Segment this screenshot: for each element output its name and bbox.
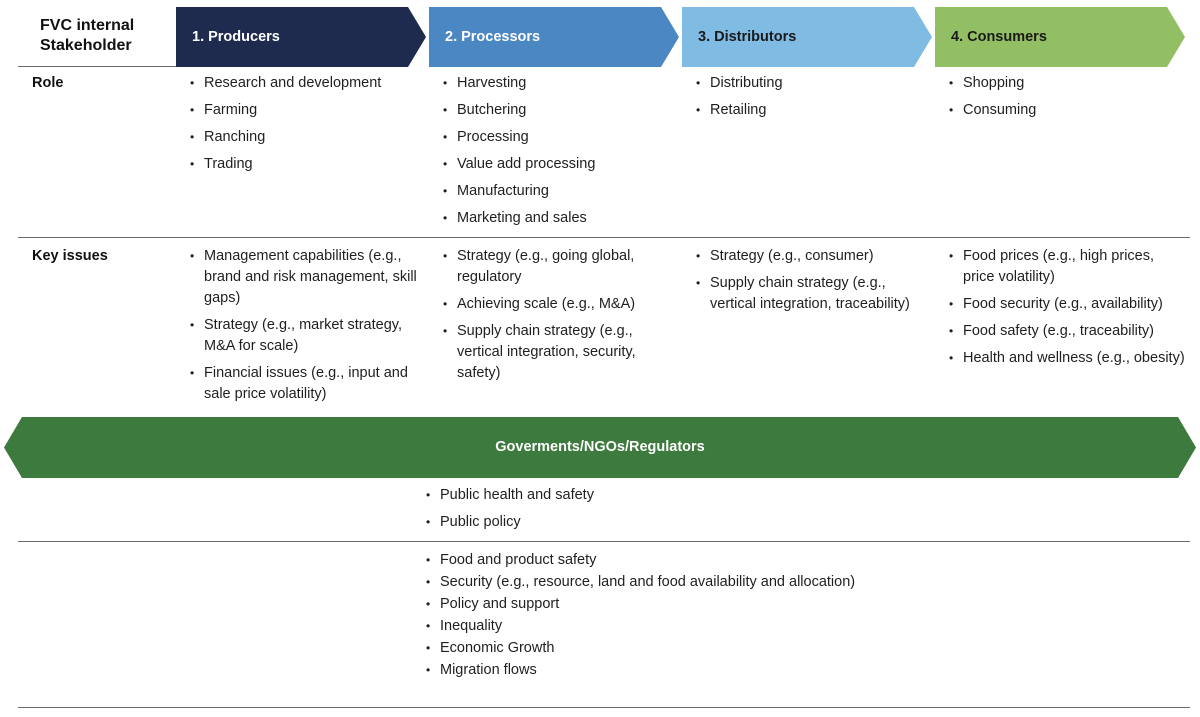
list-item: • Economic Growth [426, 638, 1046, 659]
stage-label-processors: 2. Processors [445, 29, 541, 45]
row-label-key-issues: Key issues [32, 248, 108, 264]
row-label-role: Role [32, 75, 64, 91]
list-item: • Shopping [949, 73, 1189, 94]
role-list-processors [443, 73, 683, 235]
list-item: • Trading [190, 154, 430, 175]
list-item: • Consuming [949, 100, 1189, 121]
issues-list-distributors [696, 246, 924, 321]
list-item: • Marketing and sales [443, 208, 683, 229]
issues-list-processors [443, 246, 671, 390]
list-item: • Food security (e.g., availability) [949, 294, 1189, 315]
list-item: • Value add processing [443, 154, 683, 175]
list-item: • Distributing [696, 73, 936, 94]
list-item: • Public health and safety [426, 485, 1026, 506]
list-item: • Food and product safety [426, 550, 1046, 571]
list-item: • Policy and support [426, 594, 1046, 615]
stakeholder-header [40, 16, 134, 56]
government-banner-label: Goverments/NGOs/Regulators [495, 439, 705, 455]
bottom-divider [18, 707, 1190, 708]
list-item: • Financial issues (e.g., input and sale price volatility) [190, 363, 418, 405]
role-list-producers [190, 73, 430, 181]
government-issues-list [426, 550, 1046, 682]
header-divider [18, 66, 176, 67]
role-list-consumers [949, 73, 1189, 127]
list-item: • Supply chain strategy (e.g., vertical integration, security, safety) [443, 321, 671, 384]
list-item: • Harvesting [443, 73, 683, 94]
list-item: • Management capabilities (e.g., brand and risk management, skill gaps) [190, 246, 418, 309]
list-item: • Strategy (e.g., going global, regulatory [443, 246, 671, 288]
list-item: • Farming [190, 100, 430, 121]
stakeholder-header-line1: FVC internal [40, 17, 135, 34]
list-item: • Manufacturing [443, 181, 683, 202]
issues-list-consumers [949, 246, 1189, 375]
issues-list-producers [190, 246, 418, 411]
list-item: • Supply chain strategy (e.g., vertical integration, traceability) [696, 273, 924, 315]
list-item: • Processing [443, 127, 683, 148]
row-divider-gov [18, 541, 1190, 542]
list-item: • Inequality [426, 616, 1046, 637]
list-item: • Research and development [190, 73, 430, 94]
list-item: • Food safety (e.g., traceability) [949, 321, 1189, 342]
list-item: • Migration flows [426, 660, 1046, 681]
stage-label-distributors: 3. Distributors [698, 29, 797, 45]
list-item: • Security (e.g., resource, land and food availability and allocation) [426, 572, 1046, 593]
stage-label-producers: 1. Producers [192, 29, 280, 45]
government-role-list [426, 485, 1026, 539]
list-item: • Strategy (e.g., market strategy, M&A for scale) [190, 315, 418, 357]
stage-label-consumers: 4. Consumers [951, 29, 1047, 45]
list-item: • Food prices (e.g., high prices, price volatility) [949, 246, 1189, 288]
stakeholder-header-line2: Stakeholder [40, 37, 132, 54]
row-divider-role [18, 237, 1190, 238]
list-item: • Public policy [426, 512, 1026, 533]
list-item: • Retailing [696, 100, 936, 121]
list-item: • Butchering [443, 100, 683, 121]
list-item: • Ranching [190, 127, 430, 148]
list-item: • Strategy (e.g., consumer) [696, 246, 924, 267]
list-item: • Achieving scale (e.g., M&A) [443, 294, 671, 315]
role-list-distributors [696, 73, 936, 127]
list-item: • Health and wellness (e.g., obesity) [949, 348, 1189, 369]
